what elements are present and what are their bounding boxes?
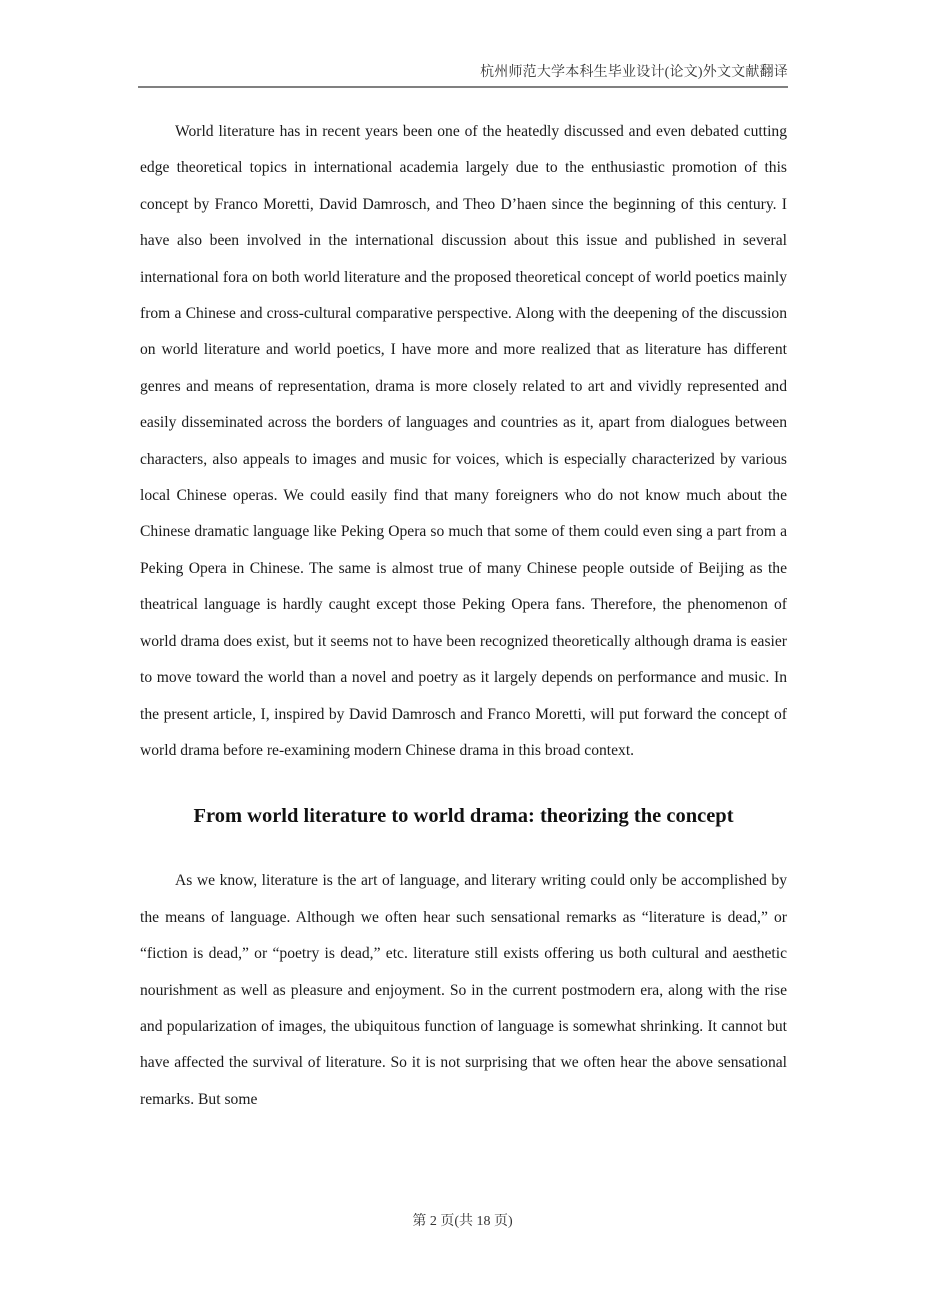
body-paragraph: As we know, literature is the art of language, and literary writing could only be accomplished by the means of language. Although we often hear such sensational remarks as “literature is dead,” or “fiction is dead,” or “poetry is dead,” etc. literature still exists offering us both cultural and aesthetic nourishment as well as pleasure and enjoyment. So in the current postmodern era, along with the rise and popularization of images, the ubiquitous function of language is somewhat shrinking. It cannot but have affected the survival of literature. So it is not surprising that we often hear the above sensational remarks. But some bbox=[140, 872, 787, 1108]
document-body bbox=[140, 114, 787, 1118]
section-heading: From world literature to world drama: theorizing the concept bbox=[193, 805, 734, 828]
running-header: 杭州师范大学本科生毕业设计(论文)外文文献翻译 bbox=[480, 65, 788, 80]
body-paragraph: World literature has in recent years been one of the heatedly discussed and even debated cutting edge theoretical topics in international academia largely due to the enthusiastic promotion of this concept by Franco Moretti, David Damrosch, and Theo D’haen since the beginning of this century. I have also been involved in the international discussion about this issue and published in several international fora on both world literature and the proposed theoretical concept of world poetics mainly from a Chinese and cross-cultural comparative perspective. Along with the deepening of the discussion on world literature and world poetics, I have more and more realized that as literature has different genres and means of representation, drama is more closely related to art and vividly represented and easily disseminated across the borders of languages and countries as it, apart from dialogues between characters, also appeals to images and music for voices, which is especially characterized by various local Chinese operas. We could easily find that many foreigners who do not know much about the Chinese dramatic language like Peking Opera so much that some of them could even sing a part from a Peking Opera in Chinese. The same is almost true of many Chinese people outside of Beijing as the theatrical language is hardly caught except those Peking Opera fans. Therefore, the phenomenon of world drama does exist, but it seems not to have been recognized theoretically although drama is easier to move toward the world than a novel and poetry as it largely depends on performance and music. In the present article, I, inspired by David Damrosch and Franco Moretti, will put forward the concept of world drama before re-examining modern Chinese drama in this broad context. bbox=[140, 123, 787, 759]
header-divider bbox=[138, 86, 788, 88]
page-number: 第 2 页(共 18 页) bbox=[412, 1214, 513, 1229]
